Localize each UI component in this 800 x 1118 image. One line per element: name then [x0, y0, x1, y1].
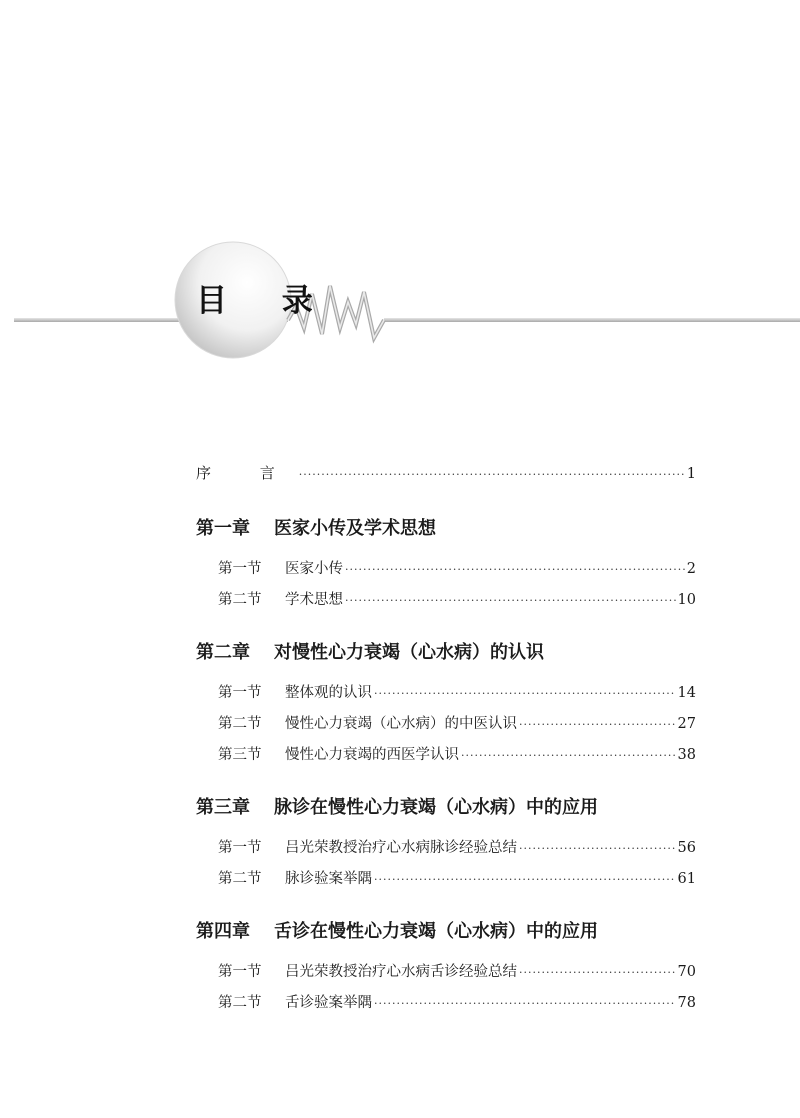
- page-number: 38: [677, 747, 696, 763]
- leader-dots: [461, 740, 676, 771]
- section-title: 脉诊验案举隅: [285, 871, 372, 887]
- section-title: 医家小传: [285, 561, 343, 577]
- section-title: 吕光荣教授治疗心水病脉诊经验总结: [285, 840, 517, 856]
- toc-header-decoration: [0, 230, 800, 370]
- page-title: 目 录: [196, 283, 335, 319]
- section-title: 慢性心力衰竭的西医学认识: [285, 747, 459, 763]
- page-number: 10: [677, 592, 696, 608]
- leader-dots: [519, 957, 676, 988]
- section-number: 第一节: [218, 561, 262, 577]
- page-number: 70: [677, 964, 696, 980]
- toc-section-row[interactable]: [196, 585, 696, 616]
- leader-dots: [345, 554, 685, 585]
- page-number: 56: [677, 840, 696, 856]
- chapter-number: 第一章: [196, 518, 250, 539]
- section-title: 整体观的认识: [285, 685, 372, 701]
- section-title: 吕光荣教授治疗心水病舌诊经验总结: [285, 964, 517, 980]
- chapter-title: 对慢性心力衰竭（心水病）的认识: [274, 642, 544, 663]
- chapter-title: 医家小传及学术思想: [274, 518, 436, 539]
- preface-label: 序 言: [196, 464, 297, 482]
- section-number: 第一节: [218, 964, 262, 980]
- chapter-heading[interactable]: [196, 636, 696, 670]
- leader-dots: [345, 585, 676, 616]
- toc-section-row[interactable]: [196, 957, 696, 988]
- section-number: 第一节: [218, 840, 262, 856]
- chapter-heading[interactable]: [196, 915, 696, 949]
- chapter-number: 第三章: [196, 797, 250, 818]
- chapter-heading[interactable]: [196, 512, 696, 546]
- chapter-number: 第四章: [196, 921, 250, 942]
- toc-section-row[interactable]: [196, 678, 696, 709]
- toc-section-row[interactable]: [196, 709, 696, 740]
- section-title: 舌诊验案举隅: [285, 995, 372, 1011]
- section-number: 第二节: [218, 871, 262, 887]
- toc-section-row[interactable]: [196, 988, 696, 1019]
- chapter-number: 第二章: [196, 642, 250, 663]
- section-number: 第三节: [218, 747, 262, 763]
- page-number: 1: [686, 466, 696, 482]
- toc-section-row[interactable]: [196, 833, 696, 864]
- section-number: 第二节: [218, 716, 262, 732]
- toc-section-row[interactable]: [196, 554, 696, 585]
- leader-dots: [374, 864, 676, 895]
- page-number: 27: [677, 716, 696, 732]
- chapter-heading[interactable]: [196, 791, 696, 825]
- section-title: 慢性心力衰竭（心水病）的中医认识: [285, 716, 517, 732]
- leader-dots: [519, 833, 676, 864]
- leader-dots: [299, 460, 685, 490]
- section-number: 第二节: [218, 995, 262, 1011]
- table-of-contents: [196, 458, 696, 1019]
- section-number: 第一节: [218, 685, 262, 701]
- page-number: 61: [677, 871, 696, 887]
- toc-section-row[interactable]: [196, 740, 696, 771]
- page-number: 78: [677, 995, 696, 1011]
- chapter-title: 舌诊在慢性心力衰竭（心水病）中的应用: [274, 921, 598, 942]
- page-number: 2: [686, 561, 696, 577]
- leader-dots: [374, 678, 676, 709]
- leader-dots: [519, 709, 676, 740]
- section-title: 学术思想: [285, 592, 343, 608]
- leader-dots: [374, 988, 676, 1019]
- toc-section-row[interactable]: [196, 864, 696, 895]
- toc-preface-row[interactable]: [196, 458, 696, 488]
- chapter-title: 脉诊在慢性心力衰竭（心水病）中的应用: [274, 797, 598, 818]
- page-number: 14: [677, 685, 696, 701]
- section-number: 第二节: [218, 592, 262, 608]
- header-rule-right: [384, 318, 800, 322]
